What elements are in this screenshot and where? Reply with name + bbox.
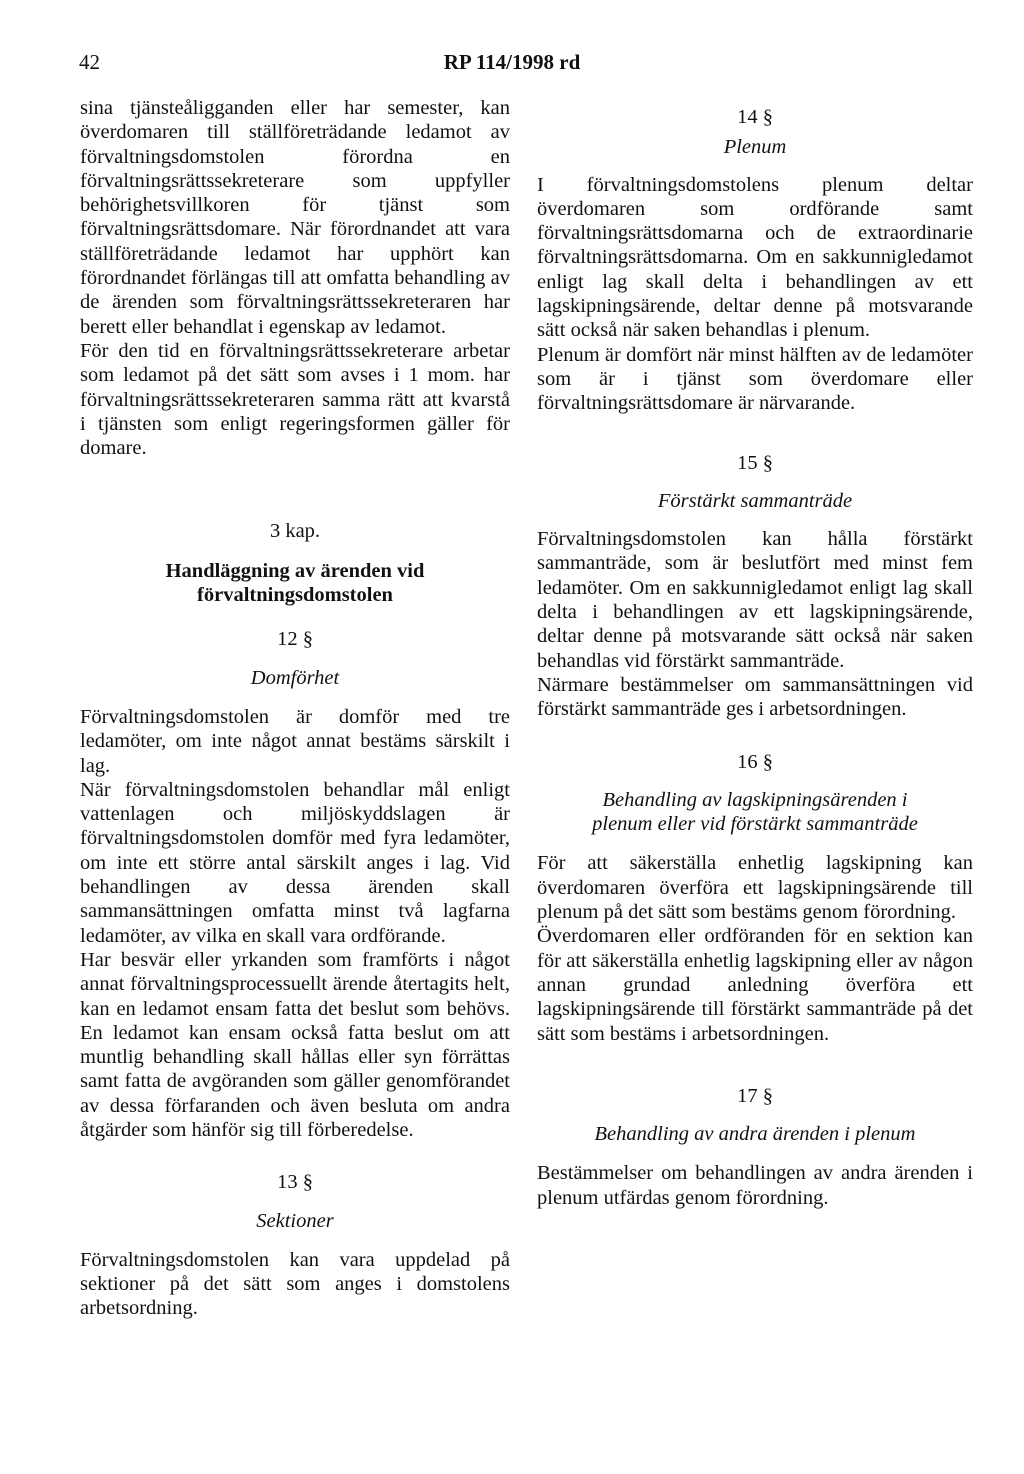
paragraph: Förvaltningsdomstolen är domför med tre ledamöter, om inte något annat bestäms särskilt i lag. (80, 705, 510, 777)
paragraph: Förvaltningsdomstolen kan hålla förstärkt sammanträde, som är beslutfört med minst fem ledamöter. Om en sakkunnigledamot enligt lag skall delta i behandlingen av ett lagskipningsärende, deltar denne på motsvarande sätt också när saken behandlas vid förstärkt sammanträde. (537, 528, 973, 672)
section-number: 13 § (277, 1171, 313, 1194)
right-column (537, 96, 973, 1210)
paragraph: För den tid en förvaltningsrättssekreterare arbetar som ledamot på det sätt som avses i 1 mom. har förvaltningsrättssekreteraren samma rätt att kvarstå i tjänsten som enligt regeringsformen gäller för domare. (80, 339, 510, 460)
section-number: 17 § (737, 1084, 773, 1107)
paragraph: Bestämmelser om behandlingen av andra ärenden i plenum utfärdas genom förordning. (537, 1162, 973, 1209)
section-number: 16 § (737, 750, 773, 773)
paragraph: Har besvär eller yrkanden som framförts i något annat förvaltningsprocessuellt ärende återtagits helt, kan en ledamot ensam fatta det beslut som behövs. En ledamot kan ensam också fatta beslut om att muntlig behandling skall hållas eller syn förrättas samt fatta de avgöranden som gäller genomförandet av dessa förfaranden och även besluta om andra åtgärder som hänför sig till förberedelse. (80, 948, 510, 1141)
chapter-title (80, 559, 510, 608)
section-title-line: plenum eller vid förstärkt sammanträde (592, 813, 918, 836)
paragraph: Närmare bestämmelser om sammansättningen vid förstärkt sammanträde ges i arbetsordningen. (537, 673, 973, 721)
chapter-title-line: förvaltningsdomstolen (197, 584, 393, 607)
page-number: 42 (79, 50, 100, 74)
section-title (537, 788, 973, 837)
section-title: Sektioner (256, 1209, 334, 1232)
paragraph: Förvaltningsdomstolen kan vara uppdelad på sektioner på det sätt som anges i domstolens arbetsordning. (80, 1248, 510, 1320)
left-column (80, 96, 510, 1321)
chapter-title-line: Handläggning av ärenden vid (165, 559, 425, 582)
chapter-label: 3 kap. (269, 520, 321, 543)
section-title: Domförhet (250, 666, 340, 689)
running-header: RP 114/1998 rd (443, 50, 581, 74)
section-title: Plenum (723, 136, 787, 159)
paragraph: Plenum är domfört när minst hälften av de ledamöter som är i tjänst som överdomare eller förvaltningsrättsdomare är närvarande. (537, 343, 973, 415)
paragraph: sina tjänsteåligganden eller har semester, kan överdomaren till ställföreträdande ledamot av förvaltningsdomstolen förordna en förvaltningsrättssekreterare som uppfyller behörighetsvillkoren för tjänst som förvaltningsrättsdomare. När förordnandet att vara ställföreträdande ledamot har upphört kan förordnandet förlängas till att omfatta behandling av de ärenden som förvaltningsrättssekreteraren har berett eller behandlat i egenskap av ledamot. (80, 97, 510, 338)
paragraph: I förvaltningsdomstolens plenum deltar överdomaren som ordförande samt förvaltningsrättsdomarna och de extraordinarie förvaltningsrättsdomarna. Om en sakkunnigledamot enligt lag skall delta i behandlingen av ett lagskipningsärende, deltar denne på motsvarande sätt också när saken behandlas i plenum. (537, 173, 973, 342)
paragraph: Överdomaren eller ordföranden för en sektion kan för att säkerställa enhetlig lagskipning eller av någon annan grundad anledning överföra ett lagskipningsärende till förstärkt sammanträde på det sätt som bestäms i arbetsordningen. (537, 925, 973, 1045)
section-title: Behandling av andra ärenden i plenum (594, 1123, 916, 1146)
section-title-line: Behandling av lagskipningsärenden i (602, 788, 908, 811)
section-number: 12 § (277, 628, 313, 651)
section-number: 15 § (737, 451, 773, 474)
section-title: Förstärkt sammanträde (657, 489, 853, 512)
paragraph: För att säkerställa enhetlig lagskipning kan överdomaren överföra ett lagskipningsärende till plenum på det sätt som bestäms genom förordning. (537, 852, 973, 924)
section-number: 14 § (737, 106, 773, 128)
paragraph: När förvaltningsdomstolen behandlar mål enligt vattenlagen och miljöskyddslagen är förvaltningsdomstolen domför med fyra ledamöter, om inte ett större antal särskilt anges i lag. Vid behandlingen av dessa ärenden skall sammansättningen omfatta minst två lagfarna ledamöter, av vilka en skall vara ordförande. (80, 778, 510, 947)
